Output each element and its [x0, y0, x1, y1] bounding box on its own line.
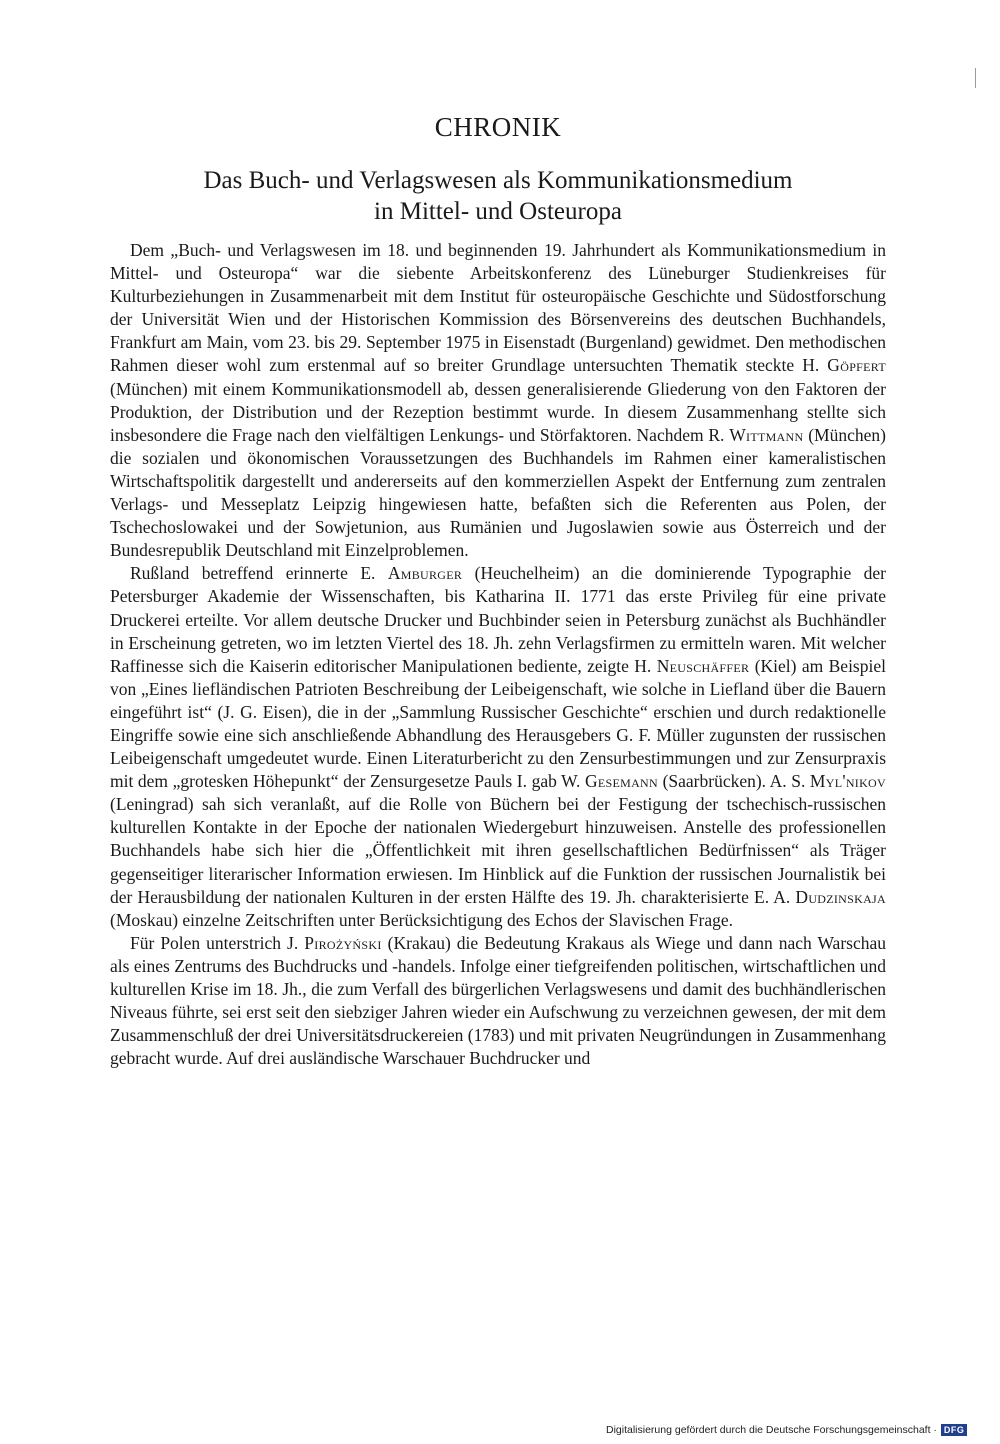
article-title-line-2: in Mittel- und Osteuropa [374, 198, 622, 225]
text-run: Für Polen unterstrich J. [130, 932, 305, 953]
author-name: Pirożyński [304, 932, 382, 953]
author-name: Gesemann [584, 771, 658, 792]
text-run: (Moskau) einzelne Zeitschriften unter Berücksichtigung des Echos der Slavischen Frage. [110, 909, 734, 930]
article-title [110, 165, 886, 227]
text-run: (München) mit einem Kommunikationsmodell ab, dessen generalisierende Gliederung von den Faktoren der Produktion, der Distribution und der Rezeption bestimmt wurde. In diesem Zusammenhang stellte sich insbesondere die Frage nach den vielfältigen Lenkungs- und Störfaktoren. Nachdem R. [110, 378, 886, 445]
section-title: CHRONIK [434, 112, 562, 142]
paragraph-3 [110, 932, 886, 1071]
text-run: (Kiel) am Beispiel von „Eines liefländischen Patrioten Beschreibung der Leibeigenschaft, wie solche in Liefland über die Bauern eingeführt ist“ (J. G. Eisen), die in der „Sammlung Russischer Geschichte“ erschien und durch redaktionelle Eingriffe sowie eine sich anschließende Abhandlung des Herausgebers G. F. Müller zugunsten der russischen Leibeigenschaft umgedeutet wurde. Einen Literaturbericht zu den Zensurbestimmungen und zur Zensurpraxis mit dem „grotesken Höhepunkt“ der Zensurgesetze Pauls I. gab W. [110, 655, 886, 792]
paragraph-1 [110, 239, 886, 562]
margin-mark [975, 68, 976, 88]
article-title-line-1: Das Buch- und Verlagswesen als Kommunikationsmedium [203, 167, 793, 194]
author-name: Göpfert [827, 355, 886, 376]
author-name: Wittmann [729, 424, 804, 445]
text-run: (Krakau) die Bedeutung Krakaus als Wiege und dann nach Warschau als eines Zentrums des Buchdrucks und -handels. Infolge einer tiefgreifenden politischen, wirtschaftlichen und kulturellen Krise im 18. Jh., die zum Verfall des bürgerlichen Verlagswesens und damit des buchhändlerischen Niveaus führte, sei erst seit den siebziger Jahren wieder ein Aufschwung zu verzeichnen gewesen, der mit dem Zusammenschluß der drei Universitätsdruckereien (1783) und mit privaten Neugründungen in Zusammenhang gebracht wurde. Auf drei ausländische Warschauer Buchdrucker und [110, 932, 887, 1069]
author-name: Amburger [387, 563, 463, 584]
author-name: Neuschäffer [656, 655, 750, 676]
author-name: Myl'nikov [809, 771, 886, 792]
paragraph-2 [110, 562, 886, 932]
digitization-footer [606, 1424, 967, 1436]
text-run: (Leningrad) sah sich veranlaßt, auf die Rolle von Büchern bei der Festigung der tschechisch-russischen kulturellen Kontakte in der Epoche der nationalen Wiedergeburt hinzuweisen. Anstelle des professionellen Buchhandels habe sich hier die „Öffentlichkeit mit ihren gesellschaftlichen Bedürfnissen“ als Träger gegenseitiger literarischer Information erwiesen. Im Hinblick auf die Funktion der russischen Journalistik bei der Herausbildung der nationalen Kulturen in der ersten Hälfte des 19. Jh. charakterisierte E. A. [110, 794, 886, 907]
text-run: (München) die sozialen und ökonomischen Voraussetzungen des Buchhandels im Rahmen einer kameralistischen Wirtschaftspolitik dargestellt und andererseits auf den kommerziellen Aspekt der Entfernung zum zentralen Verlags- und Messeplatz Leipzig hingewiesen hatte, befaßten sich die Referenten aus Polen, der Tschechoslowakei und der Sowjetunion, aus Rumänien und Jugoslawien sowie aus Österreich und der Bundesrepublik Deutschland mit Einzelproblemen. [110, 424, 886, 561]
text-run: Rußland betreffend erinnerte E. [130, 563, 388, 584]
page-content [110, 112, 886, 1070]
footer-text: Digitalisierung gefördert durch die Deutsche Forschungsgemeinschaft · [606, 1424, 937, 1436]
article-body [110, 239, 886, 1070]
text-run: Dem „Buch- und Verlagswesen im 18. und beginnenden 19. Jahrhundert als Kommunikationsmedium in Mittel- und Osteuropa“ war die siebente Arbeitskonferenz des Lüneburger Studienkreises für Kulturbeziehungen in Zusammenarbeit mit dem Institut für osteuropäische Geschichte und Südostforschung der Universität Wien und der Historischen Kommission des Börsenvereins des deutschen Buchhandels, Frankfurt am Main, vom 23. bis 29. September 1975 in Eisenstadt (Burgenland) gewidmet. Den methodischen Rahmen dieser wohl zum erstenmal auf so breiter Grundlage untersuchten Thematik steckte H. [110, 240, 886, 376]
text-run: (Saarbrücken). A. S. [658, 771, 810, 792]
author-name: Dudzinskaja [795, 886, 886, 907]
dfg-logo-icon: DFG [941, 1424, 968, 1436]
text-run: (Heuchelheim) an die dominierende Typographie der Petersburger Akademie der Wissenschaften, bis Katharina II. 1771 das erste Privileg für eine private Druckerei erteilte. Vor allem deutsche Drucker und Buchbinder seien in Petersburg zunächst als Buchhändler in Erscheinung getreten, wo im letzten Viertel des 18. Jh. zehn Verlagsfirmen zu ermitteln waren. Mit welcher Raffinesse sich die Kaiserin editorischer Manipulationen bediente, zeigte H. [110, 563, 886, 676]
